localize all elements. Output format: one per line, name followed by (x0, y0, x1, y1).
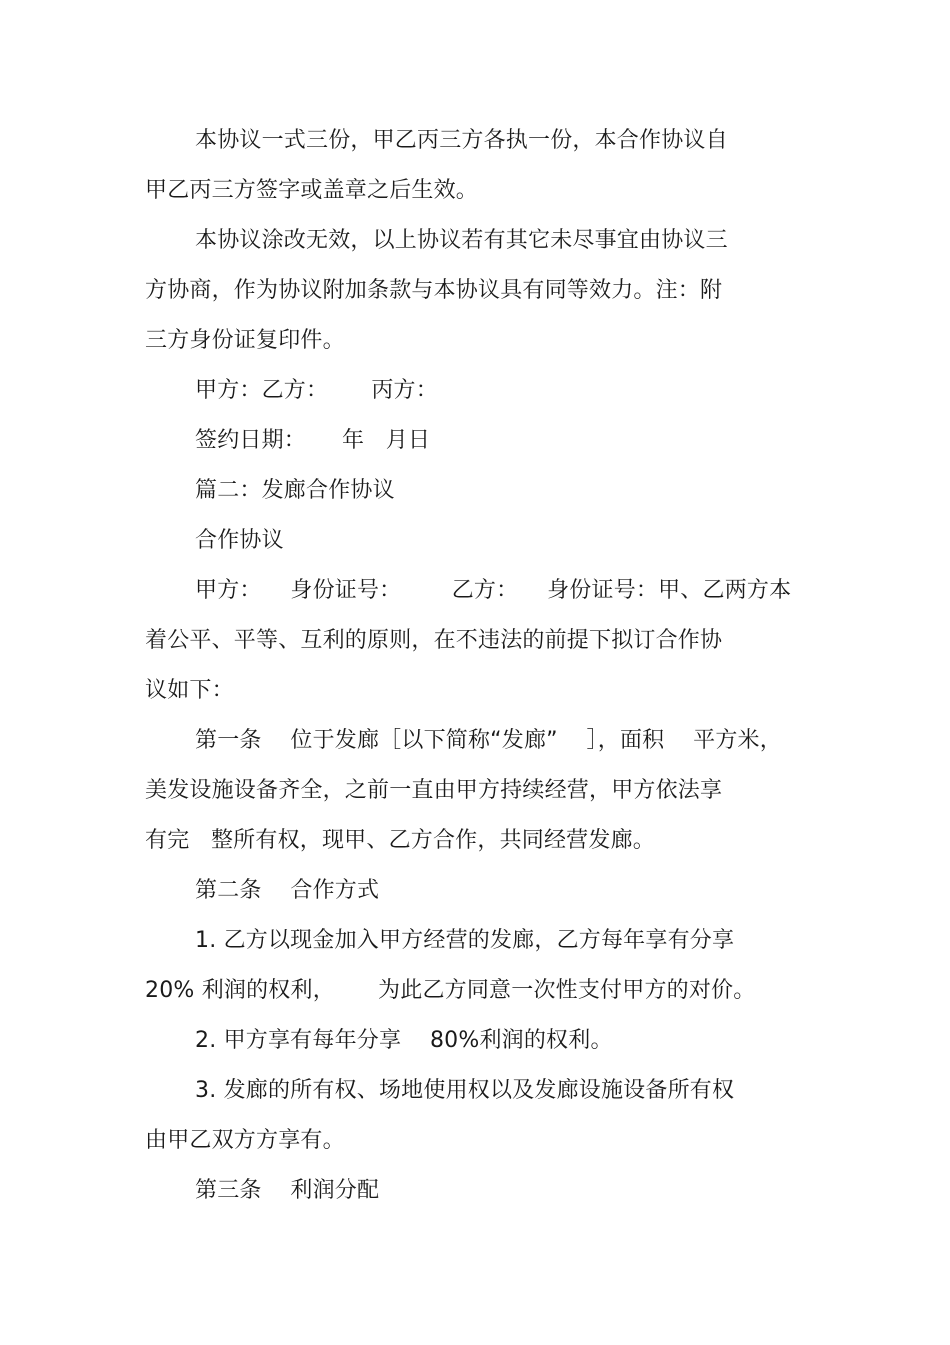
paragraph-line: 本协议一式三份，甲乙丙三方各执一份，本合作协议自 (195, 128, 728, 153)
paragraph-line: 方协商，作为协议附加条款与本协议具有同等效力。注：附 (145, 278, 723, 303)
signing-date-line: 签约日期： 年 月日 (195, 428, 431, 453)
article-heading: 第三条 利润分配 (195, 1178, 380, 1203)
paragraph-line: 三方身份证复印件。 (145, 328, 345, 353)
paragraph-line: 有完 整所有权，现甲、乙方合作，共同经营发廊。 (145, 828, 655, 853)
paragraph-line: 本协议涂改无效，以上协议若有其它未尽事宜由协议三 (195, 228, 728, 253)
list-item: 2. 甲方享有每年分享 80%利润的权利。 (195, 1028, 613, 1053)
list-item: 1. 乙方以现金加入甲方经营的发廊，乙方每年享有分享 (195, 928, 735, 953)
section-heading: 篇二：发廊合作协议 (195, 478, 395, 503)
paragraph-line: 甲方： 身份证号： 乙方： 身份证号：甲、乙两方本 (195, 578, 792, 603)
paragraph-line: 甲乙丙三方签字或盖章之后生效。 (145, 178, 479, 203)
article-line: 第一条 位于发廊［以下简称“发廊” ］，面积 平方米， (195, 728, 782, 753)
paragraph-line: 由甲乙双方方享有。 (145, 1128, 345, 1153)
paragraph-line: 美发设施设备齐全，之前一直由甲方持续经营，甲方依法享 (145, 778, 723, 803)
list-item: 3. 发廊的所有权、场地使用权以及发廊设施设备所有权 (195, 1078, 735, 1103)
signature-parties-line: 甲方：乙方： 丙方： (195, 378, 438, 403)
paragraph-line: 议如下： (145, 678, 234, 703)
document-title: 合作协议 (195, 528, 284, 553)
article-heading: 第二条 合作方式 (195, 878, 380, 903)
paragraph-line: 着公平、平等、互利的原则，在不违法的前提下拟订合作协 (145, 628, 723, 653)
paragraph-line: 20% 利润的权利， 为此乙方同意一次性支付甲方的对价。 (145, 978, 756, 1003)
